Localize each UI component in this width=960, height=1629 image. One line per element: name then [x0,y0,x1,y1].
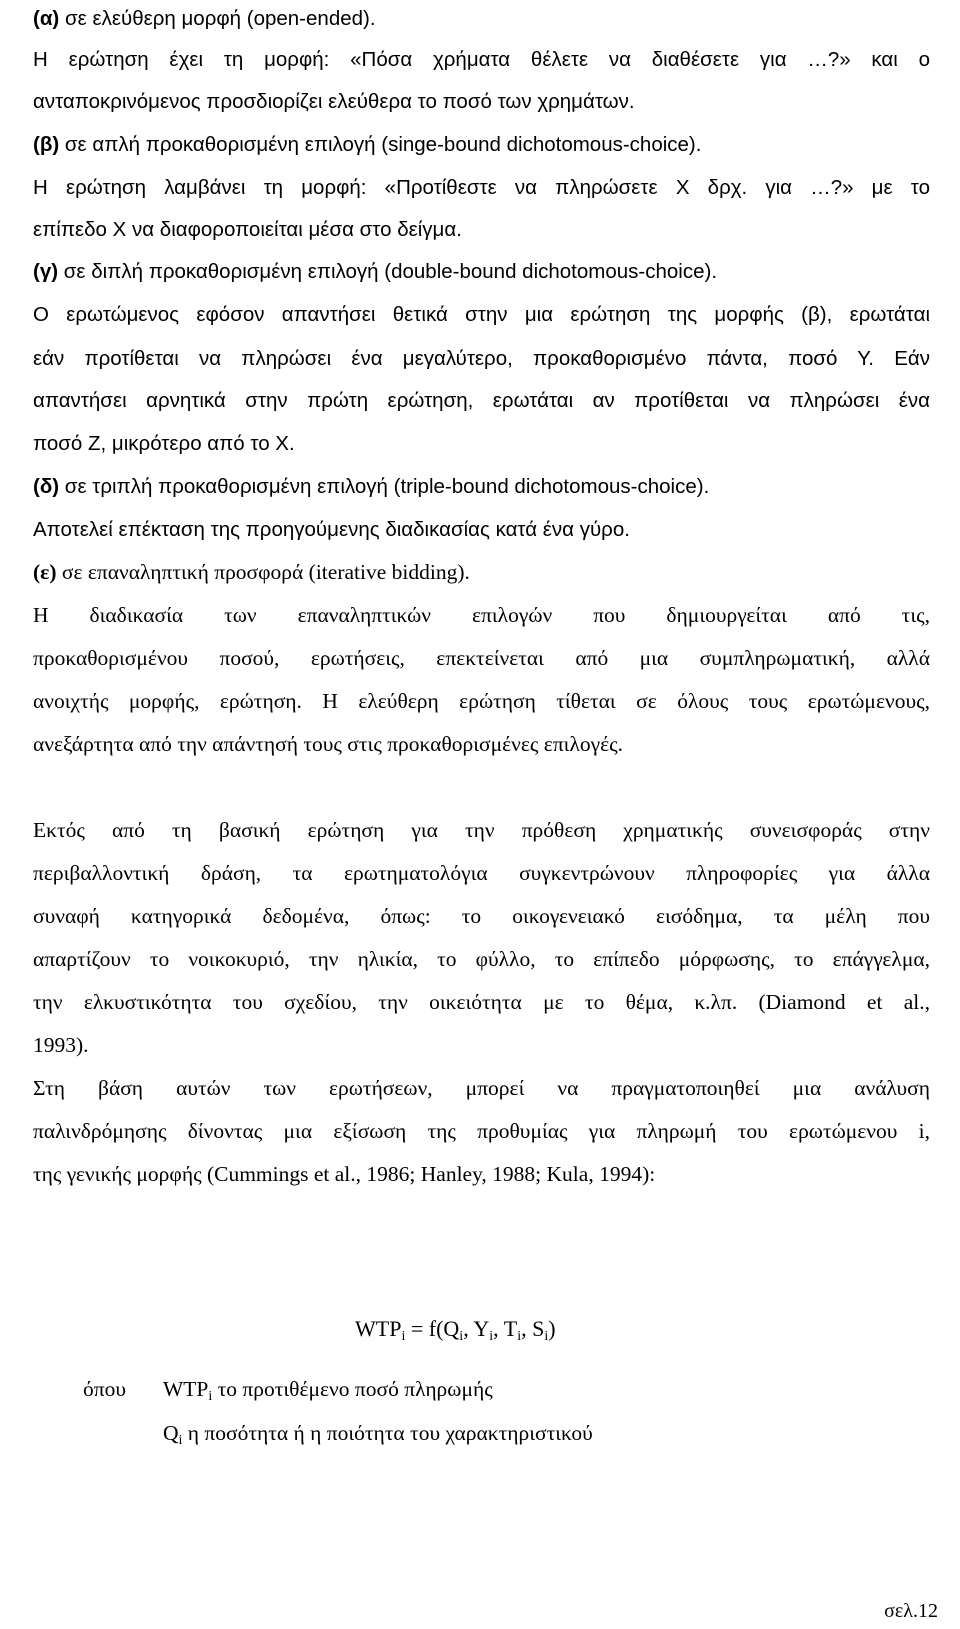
item-a-heading [33,6,930,32]
item-b-line: Η ερώτηση λαμβάνει τη μορφή: «Προτίθεστε να πληρώσετε Χ δρχ. για …?» με το [33,176,930,199]
item-c-line: απαντήσει αρνητικά στην πρώτη ερώτηση, ερωτάται αν προτίθεται να πληρώσει ένα [33,389,930,412]
item-e-title: σε επαναληπτική προσφορά (iterative bidding). [61,560,470,584]
item-b-heading [33,132,930,158]
item-e-label: (ε) [33,560,57,584]
item-e-line: προκαθορισμένου ποσού, ερωτήσεις, επεκτείνεται από μια συμπληρωματική, αλλά [33,646,930,670]
wtp-equation: $WTP_i = f(Q_i$, $Y_i$, $T_i$, $S_i$) [355,1316,556,1344]
where-label: όπου [83,1377,126,1401]
item-b-line: επίπεδο Χ να διαφοροποιείται μέσα στο δείγμα. [33,218,462,241]
item-c-title: σε διπλή προκαθορισμένη επιλογή (double-bound dichotomous-choice). [63,260,718,283]
definition-wtp: $WTP_i$ το προτιθέμενο ποσό πληρωμής [163,1377,493,1404]
paragraph-line: την ελκυστικότητα του σχεδίου, την οικειότητα με το θέμα, κ.λπ. (Diamond et al., [33,990,930,1014]
paragraph-line: συναφή κατηγορικά δεδομένα, όπως: το οικογενειακό εισόδημα, τα μέλη που [33,904,930,928]
item-a-title: σε ελεύθερη μορφή (open-ended). [64,7,376,30]
item-c-line: ποσό Ζ, μικρότερο από το Χ. [33,432,295,455]
paragraph-line: της γενικής μορφής (Cummings et al., 1986; Hanley, 1988; Kula, 1994): [33,1162,656,1186]
paragraph-line: παλινδρόμησης δίνοντας μια εξίσωση της προθυμίας για πληρωμή του ερωτώμενου i, [33,1119,930,1143]
item-b-title: σε απλή προκαθορισμένη επιλογή (singe-bound dichotomous-choice). [64,133,702,156]
item-c-line: Ο ερωτώμενος εφόσον απαντήσει θετικά στην μια ερώτηση της μορφής (β), ερωτάται [33,303,930,326]
item-d-line: Αποτελεί επέκταση της προηγούμενης διαδικασίας κατά ένα γύρο. [33,518,630,541]
item-b-label: (β) [33,133,60,156]
item-a-label: (α) [33,7,60,30]
paragraph-line: περιβαλλοντική δράση, τα ερωτηματολόγια συγκεντρώνουν πληροφορίες για άλλα [33,861,930,885]
item-e-line: Η διαδικασία των επαναληπτικών επιλογών που δημιουργείται από τις, [33,603,930,627]
paragraph-line: 1993). [33,1033,89,1057]
item-d-heading [33,474,930,500]
item-e-heading [33,559,930,585]
item-d-title: σε τριπλή προκαθορισμένη επιλογή (triple-bound dichotomous-choice). [64,475,710,498]
item-c-line: εάν προτίθεται να πληρώσει ένα μεγαλύτερο, προκαθορισμένο πάντα, ποσό Υ. Εάν [33,347,930,370]
page-number: σελ.12 [884,1600,938,1622]
item-c-label: (γ) [33,260,59,283]
item-e-line: ανοιχτής μορφής, ερώτηση. Η ελεύθερη ερώτηση τίθεται σε όλους τους ερωτώμενους, [33,689,930,713]
paragraph-line: Εκτός από τη βασική ερώτηση για την πρόθεση χρηματικής συνεισφοράς στην [33,818,930,842]
paragraph-line: απαρτίζουν το νοικοκυριό, την ηλικία, το φύλλο, το επίπεδο μόρφωσης, το επάγγελμα, [33,947,930,971]
item-d-label: (δ) [33,475,60,498]
item-a-line: Η ερώτηση έχει τη μορφή: «Πόσα χρήματα θέλετε να διαθέσετε για …?» και ο [33,48,930,71]
item-e-line: ανεξάρτητα από την απάντησή τους στις προκαθορισμένες επιλογές. [33,732,624,756]
definition-q: $Q_i$ η ποσότητα ή η ποιότητα του χαρακτηριστικού [163,1421,593,1448]
item-a-line: ανταποκρινόμενος προσδιορίζει ελεύθερα το ποσό των χρημάτων. [33,90,635,113]
item-c-heading [33,259,930,285]
paragraph-line: Στη βάση αυτών των ερωτήσεων, μπορεί να πραγματοποιηθεί μια ανάλυση [33,1076,930,1100]
